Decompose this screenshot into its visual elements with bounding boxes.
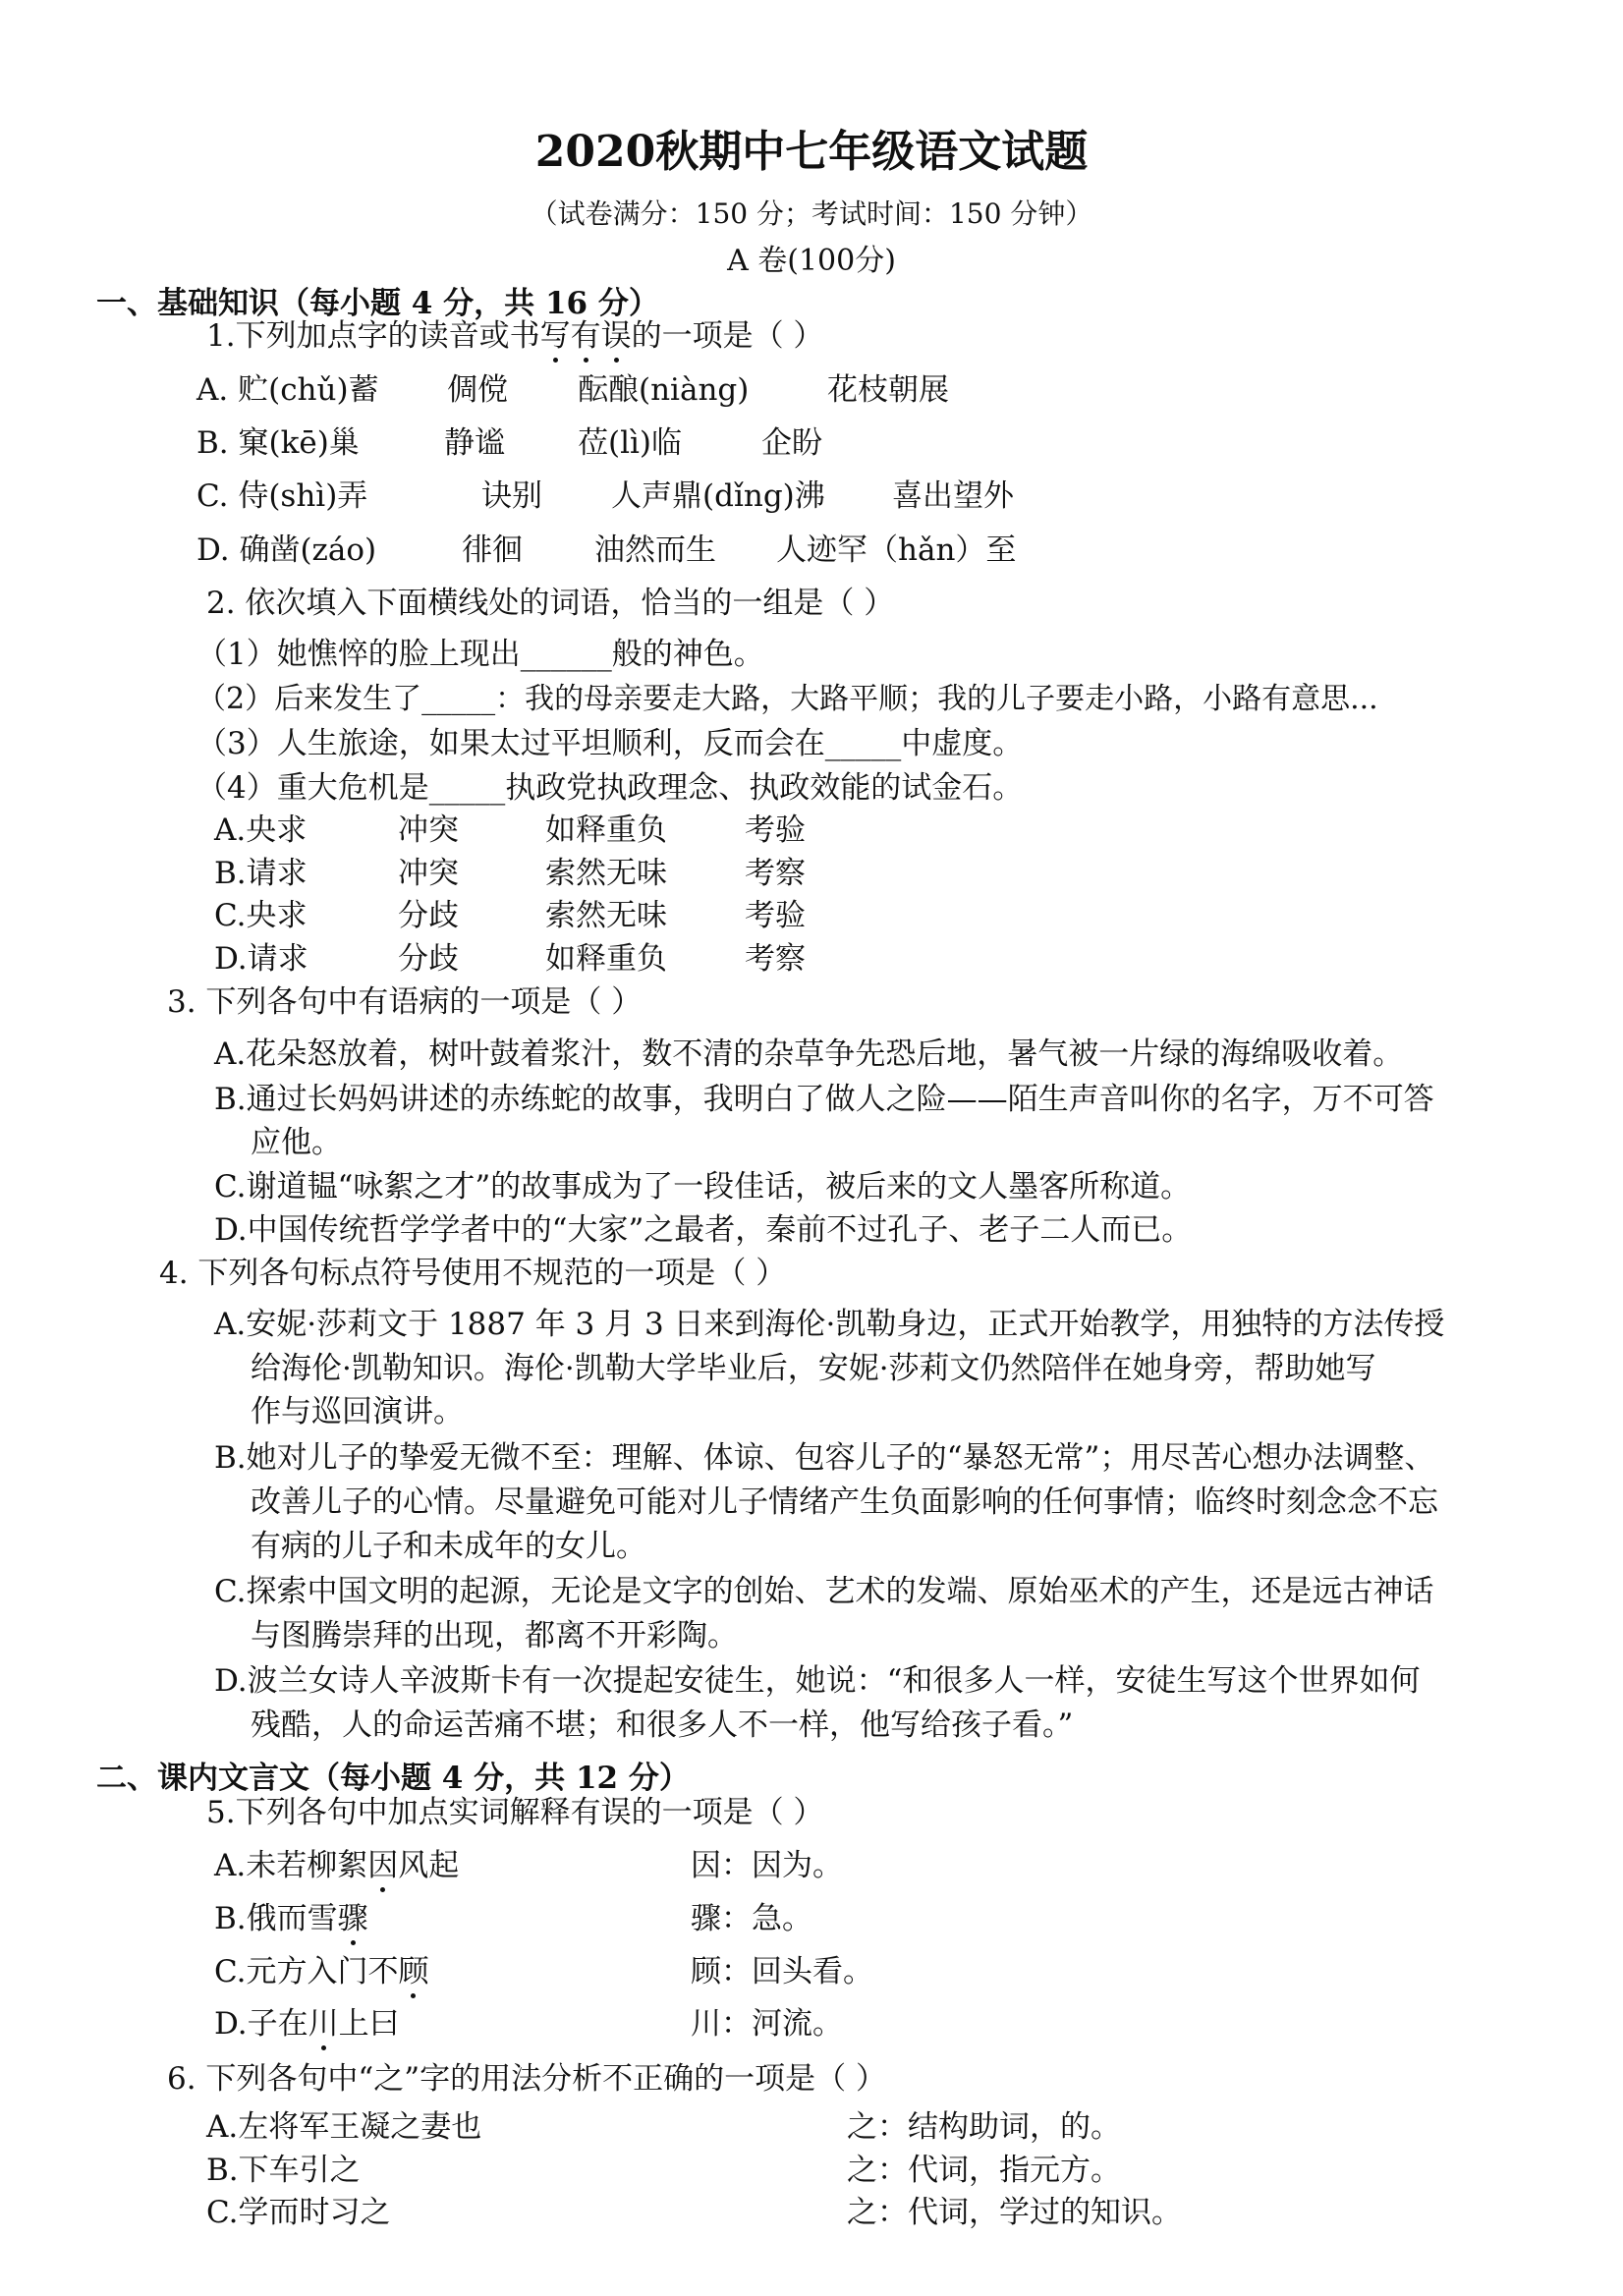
option-cell: 考察 bbox=[745, 941, 806, 977]
option-cell: 如释重负 bbox=[545, 941, 667, 977]
q3-option-b-cont: 应他。 bbox=[251, 1125, 342, 1160]
exam-title: 2020秋期中七年级语文试题 bbox=[534, 127, 1089, 177]
option-cell: 喜出望外 bbox=[892, 478, 1014, 514]
option-cell: 索然无味 bbox=[545, 898, 667, 933]
question-6-stem: 6. 下列各句中“之”字的用法分析不正确的一项是（ ） bbox=[167, 2061, 886, 2097]
sentence-text: 上曰 bbox=[338, 2006, 400, 2042]
q3-option-b: B.通过长妈妈讲述的赤练蛇的故事，我明白了做人之险——陌生声音叫你的名字，万不可答 bbox=[214, 1082, 1434, 1117]
q4-option-b-cont: 改善儿子的心情。尽量避免可能对儿子情绪产生负面影响的任何事情；临终时刻念念不忘 bbox=[251, 1484, 1438, 1520]
option-cell: C. 侍(shì)弄 bbox=[196, 478, 368, 514]
option-cell: 冲突 bbox=[398, 812, 459, 848]
q4-option-b: B.她对儿子的挚爱无微不至：理解、体谅、包容儿子的“暴怒无常”；用尽苦心想办法调整、 bbox=[214, 1440, 1435, 1476]
option-sentence: B.下车引之 bbox=[206, 2153, 361, 2188]
option-cell: 考验 bbox=[745, 898, 806, 933]
option-cell: 徘徊 bbox=[462, 532, 523, 568]
paper-part-label: A 卷(100分) bbox=[727, 244, 896, 278]
option-cell: 莅(lì)临 bbox=[578, 425, 683, 461]
option-cell: 考察 bbox=[745, 856, 806, 891]
option-cell: 如释重负 bbox=[545, 812, 667, 848]
sentence-text: A.未若柳絮 bbox=[214, 1848, 368, 1883]
option-cell: 分歧 bbox=[398, 941, 459, 977]
question-2-stem: 2. 依次填入下面横线处的词语，恰当的一组是（ ） bbox=[206, 586, 895, 621]
dotted-char: 顾 bbox=[398, 1954, 429, 1989]
option-gloss: 因：因为。 bbox=[691, 1848, 843, 1883]
option-sentence bbox=[214, 1848, 460, 1883]
option-cell: 企盼 bbox=[761, 425, 822, 461]
q4-option-c-cont: 与图腾崇拜的出现，都离不开彩陶。 bbox=[251, 1618, 738, 1653]
option-cell: 索然无味 bbox=[545, 856, 667, 891]
option-gloss: 之：代词，指元方。 bbox=[847, 2153, 1121, 2188]
question-3-stem: 3. 下列各句中有语病的一项是（ ） bbox=[167, 984, 643, 1020]
stem-text: 1.下列加点字的读音或书 bbox=[206, 318, 540, 354]
sentence-text: C.元方入门不 bbox=[214, 1954, 399, 1989]
q2-sentence: （4）重大危机是_____执政党执政理念、执政效能的试金石。 bbox=[196, 770, 1024, 806]
option-cell: 倜傥 bbox=[447, 372, 508, 408]
option-cell: 分歧 bbox=[398, 898, 459, 933]
option-sentence bbox=[214, 2006, 400, 2042]
option-cell: 冲突 bbox=[398, 856, 459, 891]
q4-option-c: C.探索中国文明的起源，无论是文字的创始、艺术的发端、原始巫术的产生，还是远古神话 bbox=[214, 1574, 1434, 1609]
option-cell: B. 窠(kē)巢 bbox=[196, 425, 360, 461]
option-cell: D. 确凿(záo) bbox=[196, 532, 377, 568]
option-cell: 酝酿(niàng) bbox=[578, 372, 750, 408]
option-sentence: C.学而时习之 bbox=[206, 2195, 391, 2230]
option-cell: 油然而生 bbox=[594, 532, 716, 568]
q3-option-d: D.中国传统哲学学者中的“大家”之最者，秦前不过孔子、老子二人而已。 bbox=[214, 1212, 1193, 1248]
exam-subtitle: （试卷满分：150 分；考试时间：150 分钟） bbox=[530, 197, 1093, 230]
option-cell: 花枝朝展 bbox=[827, 372, 949, 408]
option-cell: 人迹罕（hǎn）至 bbox=[776, 532, 1017, 568]
question-5-stem: 5.下列各句中加点实词解释有误的一项是（ ） bbox=[206, 1795, 824, 1830]
dotted-char: 写 bbox=[539, 318, 571, 354]
option-cell: 考验 bbox=[745, 812, 806, 848]
q2-sentence: （1）她憔悴的脸上现出______般的神色。 bbox=[196, 637, 764, 672]
q4-option-d-cont: 残酷，人的命运苦痛不堪；和很多人不一样，他写给孩子看。” bbox=[251, 1708, 1074, 1743]
dotted-char: 骤 bbox=[337, 1901, 368, 1936]
option-cell: B.请求 bbox=[214, 856, 308, 891]
q4-option-a: A.安妮·莎莉文于 1887 年 3 月 3 日来到海伦·凯勒身边，正式开始教学，用独特的方法传授 bbox=[214, 1307, 1445, 1342]
question-4-stem: 4. 下列各句标点符号使用不规范的一项是（ ） bbox=[159, 1256, 787, 1291]
option-cell: A.央求 bbox=[214, 812, 308, 848]
q4-option-d: D.波兰女诗人辛波斯卡有一次提起安徒生，她说：“和很多人一样，安徒生写这个世界如何 bbox=[214, 1663, 1421, 1699]
sentence-text: D.子在 bbox=[214, 2006, 308, 2042]
option-sentence: A.左将军王凝之妻也 bbox=[206, 2109, 482, 2145]
option-sentence bbox=[214, 1954, 429, 1989]
q4-option-a-cont: 作与巡回演讲。 bbox=[251, 1394, 464, 1429]
stem-text: 的一项是（ ） bbox=[631, 318, 824, 354]
dotted-char: 有 bbox=[570, 318, 601, 354]
sentence-text: 风起 bbox=[398, 1848, 460, 1883]
section-heading: 一、基础知识（每小题 4 分，共 16 分） bbox=[96, 286, 659, 321]
q2-sentence: （2）后来发生了_____：我的母亲要走大路，大路平顺；我的儿子要走小路，小路有意思... bbox=[196, 682, 1378, 716]
q3-option-c: C.谢道韫“咏絮之才”的故事成为了一段佳话，被后来的文人墨客所称道。 bbox=[214, 1169, 1192, 1204]
option-cell: C.央求 bbox=[214, 898, 308, 933]
dotted-char: 误 bbox=[600, 318, 632, 354]
option-gloss: 之：代词，学过的知识。 bbox=[847, 2195, 1182, 2230]
q4-option-b-cont: 有病的儿子和未成年的女儿。 bbox=[251, 1529, 646, 1564]
option-cell: 人声鼎(dǐng)沸 bbox=[611, 478, 825, 514]
dotted-char: 川 bbox=[308, 2006, 339, 2042]
section-heading: 二、课内文言文（每小题 4 分，共 12 分） bbox=[96, 1761, 690, 1796]
dotted-char: 因 bbox=[367, 1848, 399, 1883]
sentence-text: B.俄而雪 bbox=[214, 1901, 338, 1936]
option-cell: 诀别 bbox=[481, 478, 542, 514]
option-gloss: 之：结构助词，的。 bbox=[847, 2109, 1121, 2145]
option-cell: 静谧 bbox=[444, 425, 505, 461]
q4-option-a-cont: 给海伦·凯勒知识。海伦·凯勒大学毕业后，安妮·莎莉文仍然陪伴在她身旁，帮助她写 bbox=[251, 1351, 1376, 1386]
q2-sentence: （3）人生旅途，如果太过平坦顺利，反而会在_____中虚度。 bbox=[196, 726, 1024, 761]
question-1-stem bbox=[206, 318, 824, 354]
option-cell: A. 贮(chǔ)蓄 bbox=[196, 372, 379, 408]
option-gloss: 骤：急。 bbox=[691, 1901, 812, 1936]
option-gloss: 川：河流。 bbox=[691, 2006, 843, 2042]
option-cell: D.请求 bbox=[214, 941, 308, 977]
option-sentence bbox=[214, 1901, 368, 1936]
q3-option-a: A.花朵怒放着，树叶鼓着浆汁，数不清的杂草争先恐后地，暑气被一片绿的海绵吸收着。 bbox=[214, 1036, 1404, 1072]
option-gloss: 顾：回头看。 bbox=[691, 1954, 873, 1989]
